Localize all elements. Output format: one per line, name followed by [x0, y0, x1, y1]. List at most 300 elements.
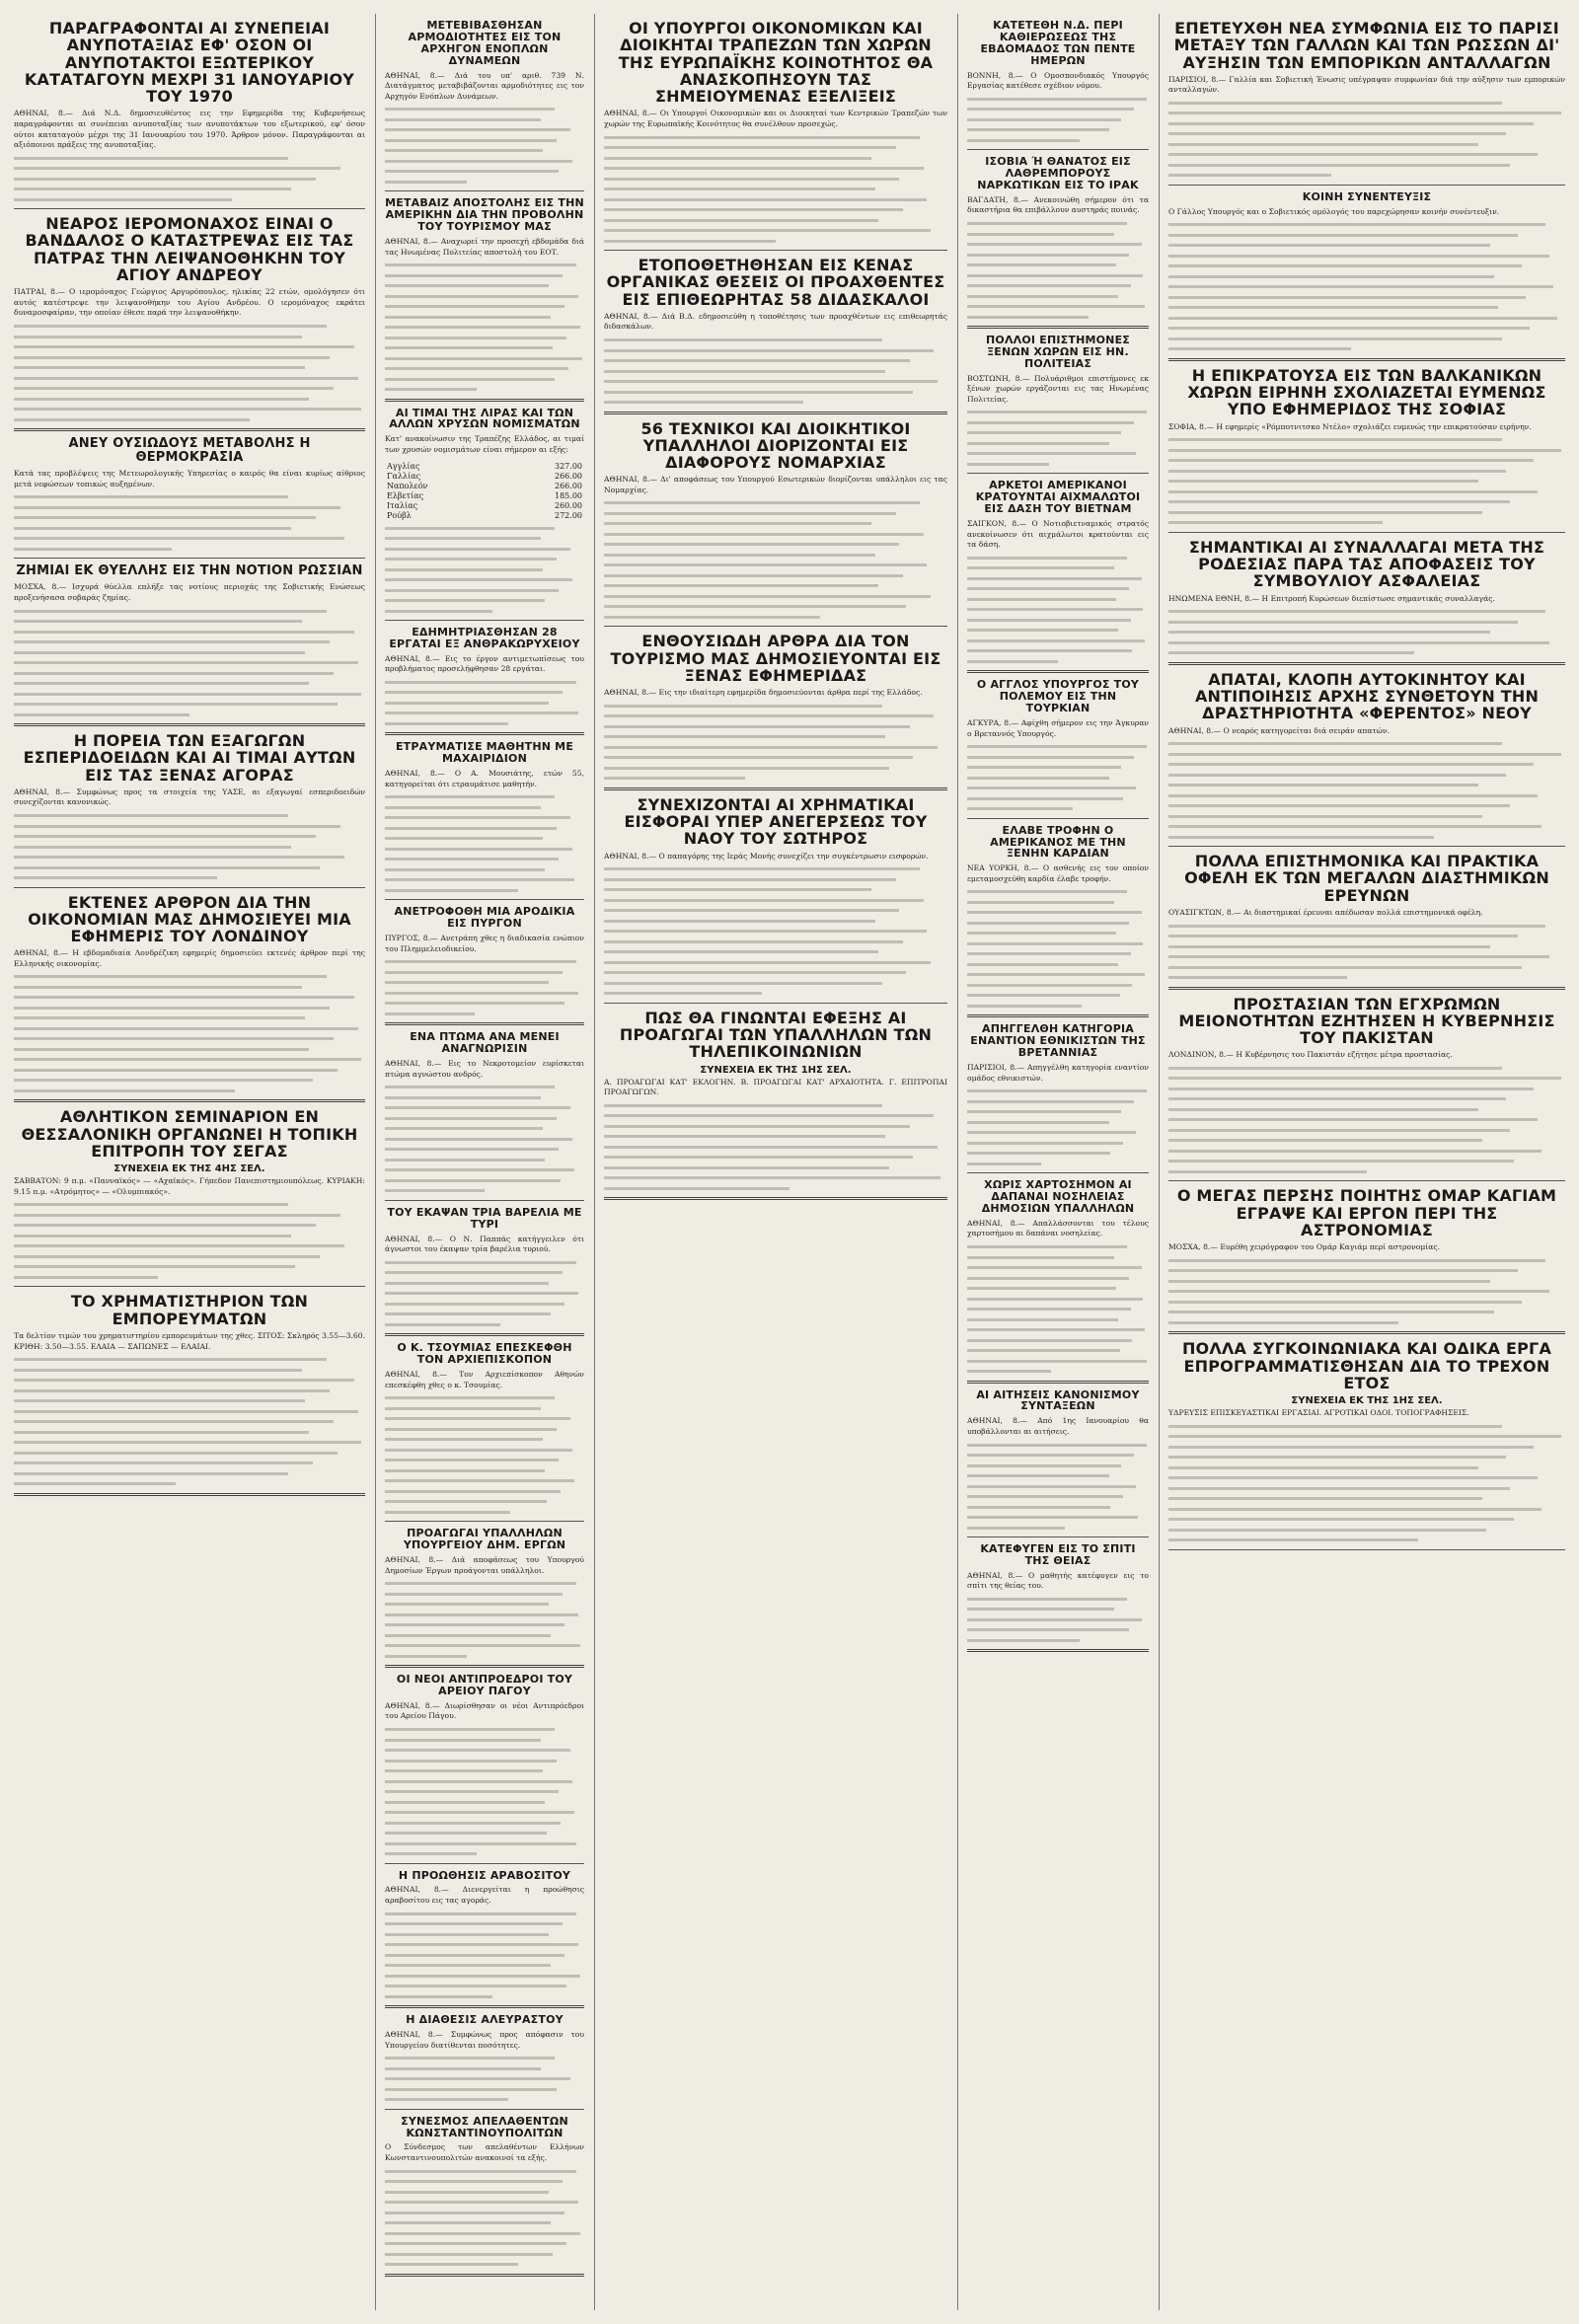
text-line [967, 984, 1132, 987]
text-line [1168, 1301, 1522, 1304]
text-line [385, 2067, 541, 2070]
article-body: ΑΘΗΝΑΙ, 8.— Διενεργείται η προώθησις αραβοσίτου εις τας αγοράς. [385, 1885, 584, 1905]
text-line [967, 557, 1127, 560]
article-headline: ΕΔΗΜΗΤΡΙΑΣΘΗΣΑΝ 28 ΕΡΓΑΤΑΙ ΕΞ ΑΝΘΡΑΚΩΡΥΧΕΙΟΥ [389, 626, 580, 650]
text-line [967, 1506, 1110, 1509]
text-line [14, 1069, 338, 1072]
text-line [967, 243, 1142, 246]
text-line [1168, 112, 1561, 114]
article-separator [1168, 1549, 1565, 1550]
text-line [385, 1985, 566, 1987]
text-line [385, 1511, 510, 1514]
text-line [1168, 641, 1549, 644]
article-headline: ΚΑΤΕΦΥΓΕΝ ΕΙΣ ΤΟ ΣΠΙΤΙ ΤΗΣ ΘΕΙΑΣ [980, 1542, 1136, 1567]
text-line [604, 380, 938, 383]
article-body: ΑΘΗΝΑΙ, 8.— Ο νεαρός κατηγορείται διά σειράν απατών. [1168, 725, 1390, 735]
text-line [1168, 500, 1510, 503]
text-line [1168, 1518, 1514, 1521]
text-line [14, 866, 320, 869]
article-separator [967, 473, 1149, 474]
article-body: ΑΘΗΝΑΙ, 8.— Διά αποφάσεως του Υπουργού Δημοσίων Έργων προάγονται υπάλληλοι. [385, 1554, 584, 1575]
text-line [385, 378, 555, 381]
text-line [385, 1168, 574, 1171]
article [385, 408, 584, 621]
text-line [14, 537, 344, 540]
text-line [1168, 164, 1510, 167]
text-line [967, 254, 1129, 257]
text-line [604, 1125, 910, 1128]
text-line [385, 1634, 551, 1637]
text-line [385, 1469, 545, 1472]
text-line [385, 284, 549, 287]
article-body: ΣΑΙΓΚΟΝ, 8.— Ο Νοτιοβιετναμικός στρατός ανεκοίνωσεν ότι αιχμάλωτοι κρατούνται εις τα δάση. [967, 519, 1149, 550]
article-separator [385, 1521, 584, 1522]
article [1168, 996, 1565, 1182]
article-separator [1168, 358, 1565, 361]
article-body: ΑΘΗΝΑΙ, 8.— Εις το Νεκροτομείον ευρίσκεται πτώμα αγνώστου ανδρός. [385, 1059, 584, 1079]
article [385, 627, 584, 735]
text-line [604, 1176, 940, 1179]
article-body: Τα δελτίον τιμών του χρηματιστηρίου εμπορευμάτων της χθες. ΣΙΤΟΣ: Σκληρός 3.55—3.60. ΚΡΙΘΗ: 3.50—3.55. ΕΛΑΙΑ — ΣΑΠΩΝΕΣ — ΕΛΑΙΑΙ. [14, 1331, 365, 1351]
text-line [967, 128, 1109, 131]
text-line [604, 198, 927, 201]
article-headline: ΚΟΙΝΗ ΣΥΝΕΝΤΕΥΞΙΣ [1302, 189, 1432, 203]
text-line [967, 1360, 1147, 1363]
text-line [385, 1323, 500, 1326]
text-line [385, 170, 559, 173]
article-subhead: ΣΥΝΕΧΕΙΑ ΕΚ ΤΗΣ 1ΗΣ ΣΕΛ. [700, 1064, 852, 1076]
article-body: ΑΓΚΥΡΑ, 8.— Αφίχθη σήμερον εις την Άγκυραν ο Βρεταννός Υπουργός. [967, 717, 1149, 738]
article-separator [604, 250, 947, 251]
article-separator [385, 1863, 584, 1864]
text-line [385, 2057, 555, 2060]
text-line [385, 2201, 578, 2204]
text-line [604, 157, 871, 160]
text-line [1168, 955, 1549, 958]
text-line [385, 274, 563, 277]
article-body: ΑΘΗΝΑΙ, 8.— Διά Β.Δ. εδημοσιεύθη η τοποθέτησις των προαχθέντων εις επιθεωρητάς διδασκάλων. [604, 311, 947, 332]
text-line [385, 548, 570, 551]
text-line [967, 807, 1073, 810]
text-line [385, 1002, 564, 1005]
text-line [385, 1728, 555, 1731]
text-filler [385, 1086, 584, 1192]
text-line [385, 2212, 564, 2214]
text-line [1168, 102, 1502, 105]
article-headline: ΧΩΡΙΣ ΧΑΡΤΟΣΗΜΟΝ ΑΙ ΔΑΠΑΝΑΙ ΝΟΣΗΛΕΙΑΣ ΔΗΜΟΣΙΩΝ ΥΠΑΛΛΗΛΩΝ [981, 1178, 1135, 1215]
text-line [1168, 804, 1510, 807]
article-separator [1168, 987, 1565, 990]
text-line [1168, 1280, 1490, 1283]
text-line [385, 1479, 574, 1482]
article-body: ΑΘΗΝΑΙ, 8.— Συμφώνως προς απόφασιν του Υπουργείου διατίθενται ποσότητες. [385, 2029, 584, 2050]
text-line [385, 1975, 580, 1978]
text-line [385, 2253, 553, 2256]
text-line [1168, 327, 1530, 330]
text-line [1168, 976, 1347, 979]
text-line [604, 888, 871, 891]
text-line [967, 1100, 1134, 1103]
article [967, 825, 1149, 1018]
article-headline: Ο ΑΓΓΛΟΣ ΥΠΟΥΡΓΟΣ ΤΟΥ ΠΟΛΕΜΟΥ ΕΙΣ ΤΗΝ ΤΟΥΡΚΙΑΝ [976, 678, 1140, 715]
text-line [385, 537, 541, 540]
text-line [967, 973, 1145, 976]
article-headline: ΤΟ ΧΡΗΜΑΤΙΣΤΗΡΙΟΝ ΤΩΝ ΕΜΠΟΡΕΥΜΑΤΩΝ [70, 1292, 309, 1328]
text-line [14, 1420, 334, 1423]
text-line [967, 431, 1121, 434]
text-line [1168, 1487, 1510, 1490]
text-line [385, 1780, 572, 1783]
coin-price: 266.00 [555, 481, 582, 490]
article-separator [385, 2005, 584, 2008]
text-line [967, 963, 1118, 966]
text-line [604, 746, 938, 749]
article-body: ΠΑΡΙΣΙΟΙ, 8.— Απηγγέλθη κατηγορία εναντίον ομάδος εθνικιστών. [967, 1063, 1149, 1083]
text-line [604, 878, 896, 881]
text-line [14, 356, 330, 359]
text-line [1168, 1321, 1398, 1324]
text-line [385, 357, 582, 360]
text-line [1168, 935, 1518, 937]
text-line [14, 1276, 158, 1279]
text-filler [967, 98, 1149, 142]
article [385, 1870, 584, 2009]
article-subhead: ΣΥΝΕΧΕΙΑ ΕΚ ΤΗΣ 4ΗΣ ΣΕΛ. [113, 1163, 265, 1175]
article-headline: ΑΠΗΓΓΕΛΘΗ ΚΑΤΗΓΟΡΙΑ ΕΝΑΝΤΙΟΝ ΕΘΝΙΚΙΣΤΩΝ ΤΗΣ ΒΡΕΤΑΝΝΙΑΣ [970, 1022, 1146, 1060]
article-headline: Ο ΜΕΓΑΣ ΠΕΡΣΗΣ ΠΟΙΗΤΗΣ ΟΜΑΡ ΚΑΓΙΑΜ ΕΓΡΑΨΕ ΚΑΙ ΕΡΓΟΝ ΠΕΡΙ ΤΗΣ ΑΣΤΡΟΝΟΜΙΑΣ [1176, 1186, 1557, 1239]
text-filler [604, 1104, 947, 1190]
text-line [604, 950, 878, 953]
text-line [385, 1012, 475, 1015]
article-headline: ΙΣΟΒΙΑ Ή ΘΑΝΑΤΟΣ ΕΙΣ ΛΑΘΡΕΜΠΟΡΟΥΣ ΝΑΡΚΩΤΙΚΩΝ ΕΙΣ ΤΟ ΙΡΑΚ [977, 155, 1139, 191]
text-filler [14, 975, 365, 1092]
table-row [385, 511, 584, 521]
article [604, 20, 947, 251]
text-line [967, 1266, 1142, 1269]
text-filler [1168, 742, 1565, 839]
article-body: ΠΑΤΡΑΙ, 8.— Ο ιερομόναχος Γεώργιος Αργυρόπουλος, ηλικίας 22 ετών, ομολόγησεν ότι αυτός κατέστρεψε την λειψανοθήκην του Αγίου Ανδρέου. Ο ιερομόναχος εκράτει δυναμοσφαίραν, την οποίαν έθεσε παρά την λειψανοθήκην. [14, 287, 365, 318]
text-line [385, 1964, 551, 1967]
text-line [1168, 1290, 1549, 1293]
text-line [385, 1459, 559, 1462]
text-line [1168, 306, 1498, 309]
article-headline: ΚΑΤΕΤΕΘΗ Ν.Δ. ΠΕΡΙ ΚΑΘΙΕΡΩΣΕΩΣ ΤΗΣ ΕΒΔΟΜΑΔΟΣ ΤΩΝ ΠΕΝΤΕ ΗΜΕΡΩΝ [980, 19, 1136, 67]
text-line [385, 1603, 549, 1606]
text-line [14, 1244, 344, 1247]
text-line [385, 981, 549, 984]
text-line [14, 996, 354, 999]
article [1168, 20, 1565, 186]
article [385, 1674, 584, 1863]
article-separator [385, 620, 584, 621]
text-line [385, 1954, 564, 1957]
text-line [385, 599, 545, 602]
table-row [385, 462, 584, 472]
text-line [385, 1790, 559, 1793]
text-line [967, 1277, 1129, 1280]
article-headline: ΕΝΘΟΥΣΙΩΔΗ ΑΡΘΡΑ ΔΙΑ ΤΟΝ ΤΟΥΡΙΣΜΟ ΜΑΣ ΔΗΜΟΣΙΕΥΟΝΤΑΙ ΕΙΣ ΞΕΝΑΣ ΕΦΗΜΕΡΙΔΑΣ [610, 632, 941, 686]
text-line [1168, 945, 1490, 948]
column-2 [377, 14, 592, 2310]
coin-name: Ναπολεόν [387, 481, 428, 490]
text-line [385, 722, 508, 725]
text-line [1168, 1129, 1510, 1132]
text-line [604, 605, 906, 608]
text-line [385, 527, 555, 530]
text-line [14, 1007, 330, 1010]
text-line [967, 1628, 1129, 1631]
text-line [385, 878, 574, 881]
article-body: Α. ΠΡΟΑΓΩΓΑΙ ΚΑΤ' ΕΚΛΟΓΗΝ. Β. ΠΡΟΑΓΩΓΑΙ ΚΑΤ' ΑΡΧΑΙΟΤΗΤΑ. Γ. ΕΠΙΤΡΟΠΑΙ ΠΡΟΑΓΩΓΩΝ. [604, 1077, 947, 1097]
text-line [385, 578, 572, 581]
text-line [385, 263, 576, 266]
text-line [604, 208, 903, 211]
article-body: ΒΟΣΤΩΝΗ, 8.— Πολυάριθμοι επιστήμονες εκ ξένων χωρών εργάζονται εις τας Ηνωμένας Πολιτείας. [967, 373, 1149, 404]
text-line [385, 960, 576, 963]
article [604, 633, 947, 789]
text-filler [385, 795, 584, 892]
article [1168, 1340, 1565, 1549]
table-row [385, 501, 584, 511]
text-line [967, 1454, 1134, 1457]
article-headline: ΑΝΕΤΡΟΦΟΘΗ ΜΙΑ ΑΡΟΔΙΚΙΑ ΕΙΣ ΠΥΡΓΟΝ [394, 905, 575, 931]
article-body: Ο Σύνδεσμος των απελαθέντων Ελλήνων Κωνσταντινουπολιτών ανακοινοί τα εξής. [385, 2142, 584, 2162]
text-line [1168, 1425, 1502, 1428]
article-separator [385, 1200, 584, 1201]
text-line [385, 568, 543, 571]
article [385, 1528, 584, 1668]
article-body: Κατά τας προβλέψεις της Μετεωρολογικής Υπηρεσίας ο καιρός θα είναι κυρίως αίθριος μετά νεφώσεων τοπικώς αυξημένων. [14, 469, 365, 488]
article-headline: ΕΝΑ ΠΤΩΜΑ ΑΝΑ ΜΕΝΕΙ ΑΝΑΓΝΩΡΙΣΙΝ [410, 1030, 560, 1056]
text-line [967, 305, 1145, 308]
text-line [385, 1832, 547, 1835]
article-headline: ΟΙ ΝΕΟΙ ΑΝΤΙΠΡΟΕΔΡΟΙ ΤΟΥ ΑΡΕΙΟΥ ΠΑΓΟΥ [396, 1673, 573, 1697]
text-line [14, 1214, 340, 1217]
text-line [604, 930, 927, 933]
text-line [385, 2180, 563, 2183]
article-separator [967, 149, 1149, 150]
text-line [385, 2098, 508, 2101]
text-line [1168, 1077, 1561, 1080]
text-filler [14, 325, 365, 421]
text-line [967, 1152, 1110, 1155]
article-headline: ΠΟΛΛΟΙ ΕΠΙΣΤΗΜΟΝΕΣ ΞΕΝΩΝ ΧΩΡΩΝ ΕΙΣ ΗΝ. ΠΟΛΙΤΕΙΑΣ [985, 334, 1131, 370]
text-line [14, 377, 358, 380]
text-line [385, 1811, 574, 1814]
text-line [604, 982, 882, 985]
text-line [967, 108, 1134, 111]
text-line [604, 735, 885, 738]
text-line [14, 1048, 309, 1051]
text-line [385, 295, 578, 298]
text-line [967, 1527, 1065, 1530]
article-headline: ΕΚΤΕΝΕΣ ΑΡΘΡΟΝ ΔΙΑ ΤΗΝ ΟΙΚΟΝΟΜΙΑΝ ΜΑΣ ΔΗΜΟΣΙΕΥΕΙ ΜΙΑ ΕΦΗΜΕΡΙΣ ΤΟΥ ΛΟΝΔΙΝΟΥ [28, 892, 351, 946]
text-line [1168, 1097, 1506, 1100]
text-filler [1168, 1425, 1565, 1542]
text-line [1168, 296, 1526, 299]
text-filler [1168, 925, 1565, 980]
text-line [14, 672, 334, 675]
text-line [385, 1407, 541, 1410]
article-body: ΣΟΦΙΑ, 8.— Η εφημερίς «Ρόμποτνιτσκο Ντέλο» σχολιάζει ευμενώς την επικρατούσαν ειρήνην. [1168, 421, 1532, 431]
article-separator [14, 428, 365, 431]
text-line [604, 767, 889, 770]
article [604, 1010, 947, 1200]
text-line [385, 1769, 543, 1772]
text-line [604, 229, 931, 232]
text-line [604, 725, 910, 728]
text-line [385, 1396, 555, 1399]
article-headline: Η ΕΠΙΚΡΑΤΟΥΣΑ ΕΙΣ ΤΩΝ ΒΑΛΚΑΝΙΚΩΝ ΧΩΡΩΝ ΕΙΡΗΝΗ ΣΧΟΛΙΑΖΕΤΑΙ ΕΥΜΕΝΩΣ ΥΠΟ ΕΦΗΜΕΡΙΔΟΣ ΤΗΣ ΣΟΦΙΑΣ [1187, 365, 1546, 419]
text-line [14, 1089, 235, 1092]
text-line [967, 797, 1123, 800]
text-line [14, 620, 302, 623]
table-row [385, 482, 584, 491]
article [385, 741, 584, 900]
text-line [385, 1613, 578, 1616]
text-line [604, 501, 920, 504]
text-line [1168, 174, 1331, 177]
text-line [385, 1086, 555, 1088]
text-line [14, 1462, 313, 1464]
text-line [1168, 794, 1538, 797]
text-line [14, 1358, 327, 1361]
text-line [14, 398, 309, 401]
text-line [967, 1298, 1143, 1301]
table-row [385, 491, 584, 501]
article-separator [385, 899, 584, 900]
text-line [967, 1121, 1109, 1124]
article-separator [1168, 532, 1565, 533]
text-filler [385, 2170, 584, 2267]
text-line [1168, 1160, 1514, 1162]
text-line [385, 702, 549, 705]
article-body: ΒΑΓΔΑΤΗ, 8.— Ανεκοινώθη σήμερον ότι τα δικαστήρια θα επιβάλλουν αυστηράς ποινάς. [967, 194, 1149, 215]
article [1168, 671, 1565, 847]
text-line [1168, 317, 1557, 320]
text-filler [385, 1582, 584, 1658]
text-line [14, 495, 288, 498]
text-filler [385, 263, 584, 391]
text-line [1168, 234, 1518, 237]
article-separator [967, 1649, 1149, 1652]
text-line [967, 118, 1121, 121]
article-separator [1168, 662, 1565, 665]
text-line [385, 1644, 580, 1647]
article-separator [14, 1286, 365, 1287]
text-line [967, 1287, 1116, 1290]
text-line [1168, 244, 1490, 247]
text-line [967, 1618, 1142, 1621]
text-line [604, 574, 903, 577]
text-line [1168, 275, 1494, 278]
text-line [1168, 1508, 1541, 1511]
text-filler [967, 411, 1149, 466]
text-line [967, 1444, 1147, 1447]
text-line [14, 825, 340, 828]
text-line [1168, 1529, 1486, 1532]
article-separator [385, 190, 584, 191]
text-line [385, 837, 543, 840]
text-line [14, 661, 358, 664]
text-line [14, 975, 327, 978]
text-line [967, 1089, 1147, 1092]
article-headline: ΑΘΛΗΤΙΚΟΝ ΣΕΜΙΝΑΡΙΟΝ ΕΝ ΘΕΣΣΑΛΟΝΙΚΗ ΟΡΓΑΝΩΝΕΙ Η ΤΟΠΙΚΗ ΕΠΙΤΡΟΠΗ ΤΟΥ ΣΕΓΑΣ [21, 1107, 358, 1162]
text-line [967, 1005, 1082, 1008]
text-line [604, 1146, 938, 1149]
text-line [967, 1162, 1041, 1165]
text-filler [967, 222, 1149, 319]
article [385, 2116, 584, 2277]
text-line [604, 756, 913, 759]
text-line [967, 577, 1142, 580]
coin-name: Γαλλίας [387, 471, 421, 481]
text-line [385, 1842, 576, 1845]
article-separator [967, 1172, 1149, 1173]
text-line [1168, 774, 1506, 777]
text-line [1168, 815, 1482, 818]
text-line [14, 1389, 330, 1392]
text-line [604, 920, 875, 923]
text-line [1168, 1139, 1482, 1142]
text-line [604, 167, 924, 170]
text-line [385, 1449, 572, 1452]
text-line [1168, 1466, 1478, 1469]
text-line [1168, 470, 1506, 473]
text-line [1168, 1446, 1534, 1449]
text-line [604, 563, 927, 566]
coin-price: 327.00 [555, 461, 582, 471]
text-line [604, 1104, 882, 1107]
text-line [604, 616, 820, 619]
article [967, 20, 1149, 150]
article-headline: ΤΟΥ ΕΚΑΨΑΝ ΤΡΙΑ ΒΑΡΕΛΙΑ ΜΕ ΤΥΡΙ [387, 1205, 582, 1231]
text-filler [967, 1245, 1149, 1373]
text-filler [1168, 610, 1565, 654]
article-body: ΜΟΣΧΑ, 8.— Ευρέθη χειρόγραφον του Ομάρ Καγιάμ περί αστρονομίας. [1168, 1242, 1441, 1252]
text-line [385, 827, 557, 830]
article [1168, 539, 1565, 665]
text-line [1168, 784, 1478, 787]
article-headline: 56 ΤΕΧΝΙΚΟΙ ΚΑΙ ΔΙΟΙΚΗΤΙΚΟΙ ΥΠΑΛΛΗΛΟΙ ΔΙΟΡΙΖΟΝΤΑΙ ΕΙΣ ΔΙΑΦΟΡΟΥΣ ΝΟΜΑΡΧΙΑΣ [640, 418, 911, 473]
article-headline: ΕΠΕΤΕΥΧΘΗ ΝΕΑ ΣΥΜΦΩΝΙΑ ΕΙΣ ΤΟ ΠΑΡΙΣΙ ΜΕΤΑΞΥ ΤΩΝ ΓΑΛΛΩΝ ΚΑΙ ΤΩΝ ΡΩΣΣΩΝ ΔΙ' ΑΥΞΗΣΙΝ ΤΩΝ ΕΜΠΟΡΙΚΩΝ ΑΝΤΑΛΛΑΓΩΝ [1173, 19, 1560, 72]
text-line [385, 337, 566, 339]
article-separator [14, 887, 365, 888]
article [1168, 367, 1565, 533]
text-line [1168, 1538, 1418, 1541]
article-separator [385, 2274, 584, 2277]
article-body: ΑΘΗΝΑΙ, 8.— Οι Υπουργοί Οικονομικών και οι Διοικηταί των Κεντρικών Τραπεζών των χωρών της Ευρωπαϊκής Κοινότητος θα συνέλθουν προσεχώς. [604, 109, 947, 128]
article-separator [385, 1022, 584, 1025]
text-line [967, 922, 1129, 925]
text-line [604, 554, 875, 557]
article [1168, 191, 1565, 361]
text-line [604, 1156, 913, 1159]
text-line [967, 629, 1118, 632]
text-line [967, 1608, 1114, 1611]
text-line [385, 1106, 570, 1109]
text-line [1168, 1269, 1518, 1272]
text-line [604, 338, 882, 341]
text-line [14, 157, 288, 160]
text-line [967, 98, 1147, 101]
text-filler [967, 1598, 1149, 1642]
article [14, 1293, 365, 1495]
article-headline: ΣΥΝΕΧΙΖΟΝΤΑΙ ΑΙ ΧΡΗΜΑΤΙΚΑΙ ΕΙΣΦΟΡΑΙ ΥΠΕΡ ΑΝΕΓΕΡΣΕΩΣ ΤΟΥ ΝΑΟΥ ΤΟΥ ΣΩΤΗΡΟΣ [624, 794, 928, 849]
text-line [14, 325, 327, 328]
text-line [14, 1016, 305, 1019]
article-body: ΟΥΑΣΙΓΚΤΩΝ, 8.— Αι διαστημικαί έρευναι απέδωσαν πολλά επιστημονικά οφέλη. [1168, 907, 1483, 917]
